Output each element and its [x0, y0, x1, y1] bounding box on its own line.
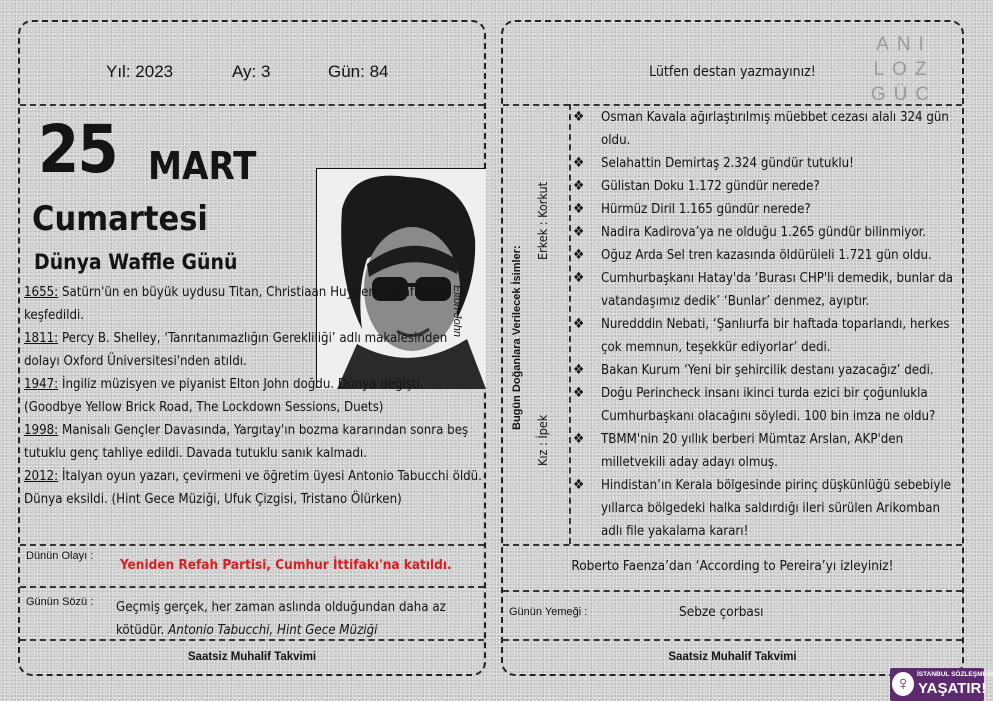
boy-name: Erkek : Korkut — [535, 181, 550, 260]
badge-line2: YAŞATIR! — [918, 680, 987, 697]
divider — [503, 544, 962, 546]
divider — [20, 544, 484, 546]
list-item: ❖ Bakan Kurum ‘Yeni bir şehircilik destanı yazacağız’ dedi. — [573, 359, 963, 382]
list-item: ❖ Selahattin Demirtaş 2.324 gündür tutuklu! — [573, 152, 963, 175]
day-number-big: 25 — [38, 111, 117, 188]
list-item: ❖ Hindistan’ın Kerala bölgesinde pirinç düşkünlüğü sebebiyle yıllarca bölgedeki halka saldırdığı ileri sürülen Arikomban adlı file yakalama kararı! — [573, 474, 963, 543]
bullet-icon: ❖ — [573, 362, 585, 378]
list-item: ❖ Doğu Perincheck insanı ikinci turda ezici bir çoğunlukla Cumhurbaşkanı olacağını söyledi. 100 bin imza ne oldu? — [573, 382, 963, 428]
list-item: ❖ Gülistan Doku 1.172 gündür nerede? — [573, 175, 963, 198]
history-item: 1655: Satürn'ün en büyük uydusu Titan, Christiaan Huygens tarafından keşfedildi. — [24, 285, 448, 323]
right-header: Lütfen destan yazmayınız! — [649, 64, 816, 80]
photo-caption: Elton John — [451, 285, 463, 337]
month-number-label: Ay: 3 — [232, 62, 271, 81]
left-footer: Saatsiz Muhalif Takvimi — [187, 651, 317, 663]
female-symbol-icon: ♀ — [892, 672, 914, 696]
bullet-icon: ❖ — [573, 109, 585, 125]
meal-label: Günün Yemeği : — [509, 606, 588, 618]
weekday-name: Cumartesi — [32, 199, 208, 239]
movie-recommendation: Roberto Faenza’dan ‘According to Pereira’yı izleyiniz! — [571, 558, 894, 574]
quote-author: Antonio Tabucchi, Hint Gece Müziği — [168, 623, 378, 638]
news-list — [573, 106, 963, 543]
list-item: ❖ Hürmüz Diril 1.165 gündür nerede? — [573, 198, 963, 221]
bullet-icon: ❖ — [573, 155, 585, 171]
bullet-icon: ❖ — [573, 201, 585, 217]
bullet-icon: ❖ — [573, 224, 585, 240]
bullet-icon: ❖ — [573, 477, 585, 493]
bullet-icon: ❖ — [573, 385, 585, 401]
day-number-label: Gün: 84 — [328, 62, 389, 81]
istanbul-convention-badge — [890, 668, 993, 701]
event-of-day-text: Yeniden Refah Partisi, Cumhur İttifakı'na katıldı. — [120, 557, 452, 573]
bullet-icon: ❖ — [573, 270, 585, 286]
special-day: Dünya Waffle Günü — [34, 250, 238, 274]
history-item: 1947: İngiliz müzisyen ve piyanist Elton John doğdu. Dünya değişti. (Goodbye Yellow Brick Road, The Lockdown Sessions, Duets) — [24, 377, 424, 415]
divider — [569, 104, 571, 544]
history-item: 1998: Manisalı Gençler Davasında, Yargıtay'ın bozma kararından sonra beş tutuklu genç tahliye edildi. Davada tutuklu sanık kalmadı. — [24, 423, 469, 461]
list-item: ❖ Nadira Kadirova’ya ne olduğu 1.265 gündür bilinmiyor. — [573, 221, 963, 244]
list-item: ❖ Nuredddin Nebati, ‘Şanlıurfa bir haftada toparlandı, herkes çok memnun, teşekkür ediyorlar’ dedi. — [573, 313, 963, 359]
month-name: MART — [148, 144, 257, 188]
quote-of-day — [116, 596, 476, 642]
right-footer: Saatsiz Muhalif Takvimi — [668, 651, 797, 663]
divider — [20, 104, 484, 106]
divider — [20, 586, 484, 588]
right-calendar-card — [501, 20, 964, 676]
event-of-day-label: Dünün Olayı : — [26, 550, 94, 562]
history-item: 2012: İtalyan oyun yazarı, çevirmeni ve öğretim üyesi Antonio Tabucchi öldü. Dünya eksildi. (Hint Gece Müziği, Ufuk Çizgisi, Tristano Ölürken) — [24, 469, 482, 507]
quote-of-day-label: Günün Sözü : — [26, 596, 94, 608]
list-item: ❖ Osman Kavala ağırlaştırılmış müebbet cezası alalı 324 gün oldu. — [573, 106, 963, 152]
bullet-icon: ❖ — [573, 431, 585, 447]
bullet-icon: ❖ — [573, 247, 585, 263]
badge-line1: İSTANBUL SÖZLEŞMESİ — [917, 671, 993, 678]
quote-text: Geçmiş gerçek, her zaman aslında olduğundan daha az kötüdür. — [116, 600, 446, 638]
girl-name: Kız : İpek — [535, 414, 550, 466]
history-events — [24, 281, 482, 511]
list-item: ❖ TBMM'nin 20 yıllık berberi Mümtaz Arslan, AKP'den milletvekili aday adayı olmuş. — [573, 428, 963, 474]
list-item: ❖ Oğuz Arda Sel tren kazasında öldürüleli 1.721 gün oldu. — [573, 244, 963, 267]
divider — [503, 590, 962, 592]
year-label: Yıl: 2023 — [106, 62, 174, 81]
meal-of-day: Sebze çorbası — [679, 604, 764, 620]
names-title: Bugün Doğanlara Verilecek İsimler: — [511, 245, 523, 430]
left-calendar-card — [18, 20, 486, 676]
divider — [20, 639, 484, 641]
bullet-icon: ❖ — [573, 316, 585, 332]
list-item: ❖ Cumhurbaşkanı Hatay'da ‘Burası CHP'li demedik, bunlar da vatandaşımız dedik’ ‘Bunlar’ denmez, ayıptır. — [573, 267, 963, 313]
divider — [503, 639, 962, 641]
history-item: 1811: Percy B. Shelley, ‘Tanrıtanımazlığın Gerekliliği’ adlı makalesinden dolayı Oxford Üniversitesi'nden atıldı. — [24, 331, 448, 369]
bullet-icon: ❖ — [573, 178, 585, 194]
anilozguc-logo: ANI LOZ GÜC — [870, 34, 938, 105]
